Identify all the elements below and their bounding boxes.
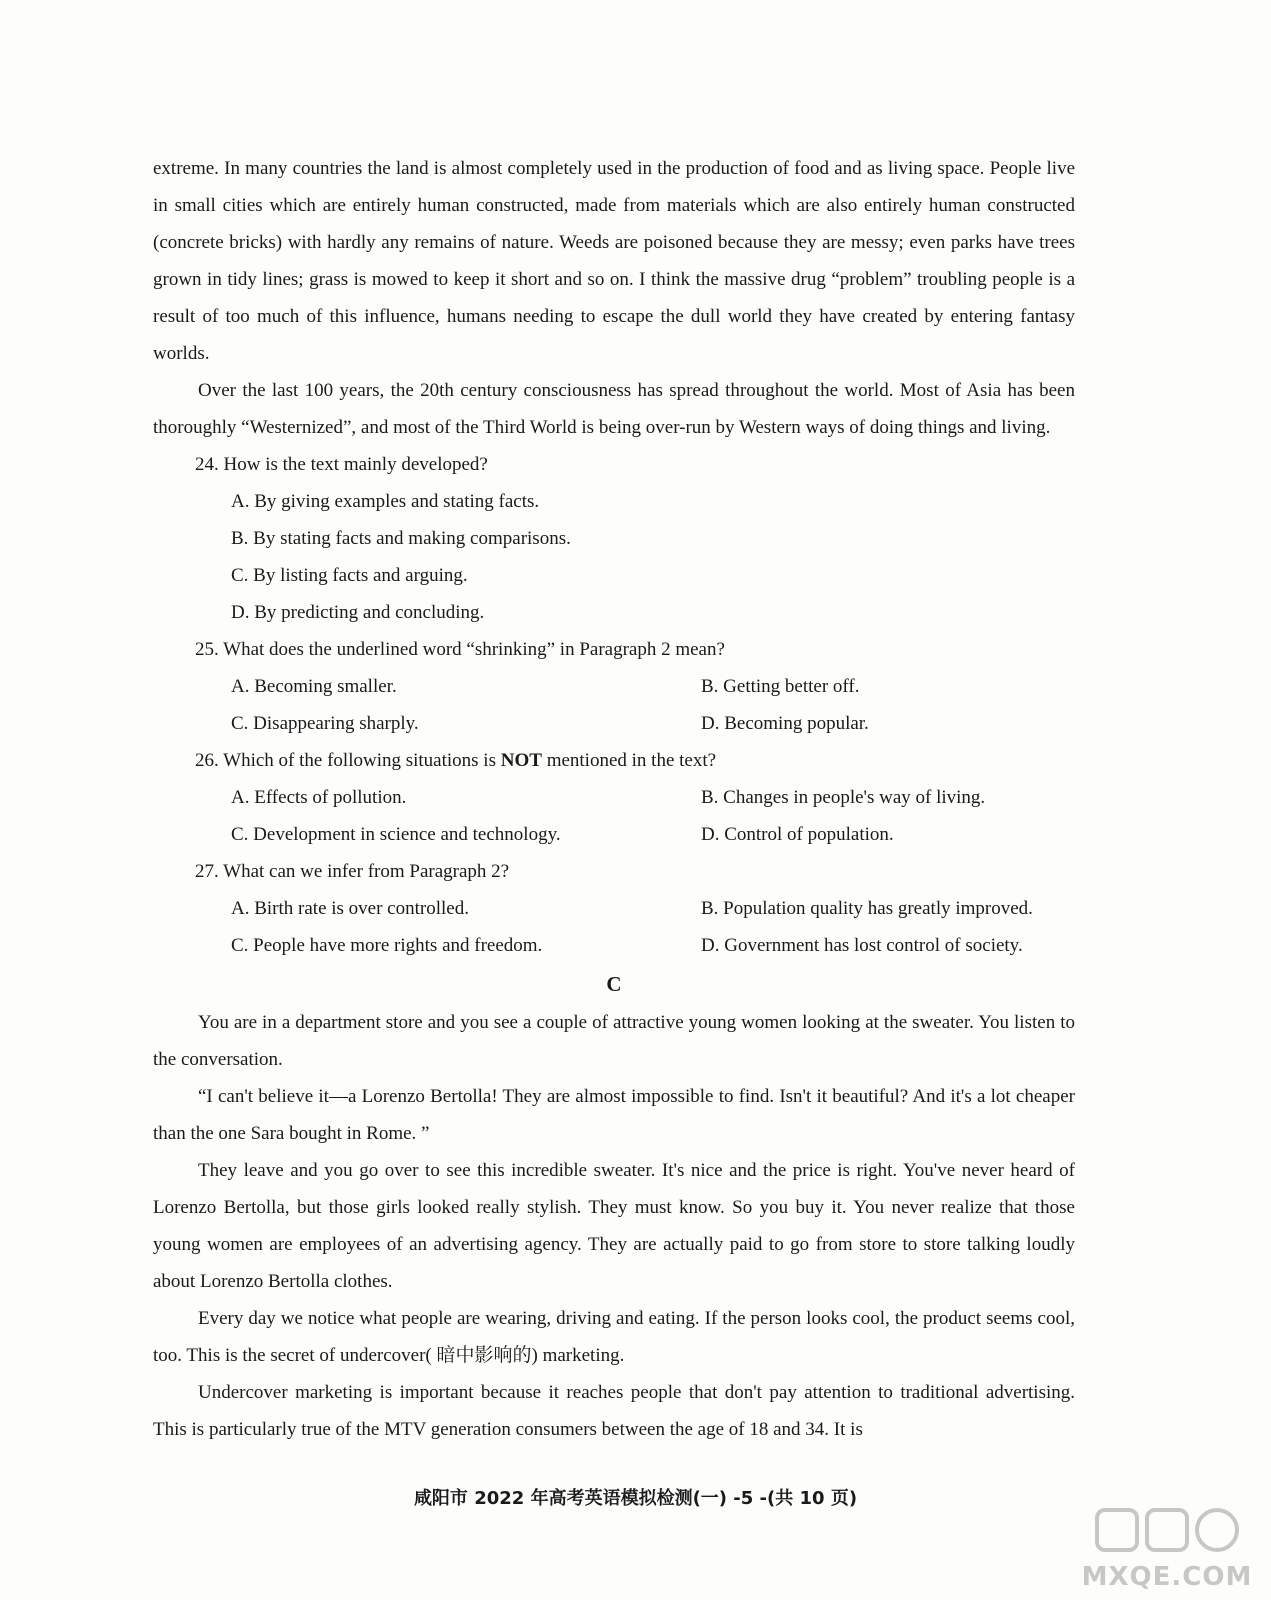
exam-page	[153, 150, 1075, 1448]
option: C. Disappearing sharply.	[231, 713, 419, 734]
passage-paragraph: Undercover marketing is important because it reaches people that don't pay attention to traditional advertising. This is particularly true of the MTV generation consumers between the age of 18 and 34. It is	[153, 1382, 1075, 1440]
option: D. By predicting and concluding.	[231, 602, 485, 623]
option: A. By giving examples and stating facts.	[231, 491, 540, 512]
question-26-stem	[153, 742, 1075, 779]
question-26-options	[153, 779, 1075, 853]
question-27-options	[153, 890, 1075, 964]
passage-paragraph: They leave and you go over to see this incredible sweater. It's nice and the price is right. You've never heard of Lorenzo Bertolla, but those girls looked really stylish. They must know. So you buy it. You never realize that those young women are employees of an advertising agency. They are actually paid to go from store to store talking loudly about Lorenzo Bertolla clothes.	[153, 1160, 1075, 1292]
option: B. By stating facts and making comparisons.	[231, 528, 571, 549]
option: C. By listing facts and arguing.	[231, 565, 468, 586]
question-25-stem: 25. What does the underlined word “shrinking” in Paragraph 2 mean?	[195, 639, 725, 660]
watermark-logo	[1077, 1504, 1257, 1592]
page-footer: 咸阳市 2022 年高考英语模拟检测(一) -5 -(共 10 页)	[413, 1488, 858, 1509]
option: A. Birth rate is over controlled.	[231, 898, 469, 919]
option: D. Becoming popular.	[701, 713, 869, 734]
passage-paragraph: “I can't believe it—a Lorenzo Bertolla! They are almost impossible to find. Isn't it beautiful? And it's a lot cheaper than the one Sara bought in Rome. ”	[153, 1086, 1075, 1144]
stem-emphasis: NOT	[500, 750, 542, 771]
option: B. Population quality has greatly improved.	[701, 898, 1033, 919]
section-heading-c: C	[606, 972, 622, 996]
passage-paragraph: extreme. In many countries the land is almost completely used in the production of food and as living space. People live in small cities which are entirely human constructed, made from materials which are also entirely human constructed (concrete bricks) with hardly any remains of nature. Weeds are poisoned because they are messy; even parks have trees grown in tidy lines; grass is mowed to keep it short and so on. I think the massive drug “problem” troubling people is a result of too much of this influence, humans needing to escape the dull world they have created by entering fantasy worlds.	[153, 158, 1075, 364]
question-24-stem: 24. How is the text mainly developed?	[195, 454, 488, 475]
option: B. Changes in people's way of living.	[701, 787, 986, 808]
question-25-options	[153, 668, 1075, 742]
question-27-stem: 27. What can we infer from Paragraph 2?	[195, 861, 510, 882]
stem-text: 26. Which of the following situations is	[195, 750, 501, 771]
watermark-text: MXQE.COM	[1081, 1562, 1253, 1592]
stem-text: mentioned in the text?	[541, 750, 717, 771]
option: D. Government has lost control of society.	[701, 935, 1023, 956]
option: C. People have more rights and freedom.	[231, 935, 543, 956]
passage-paragraph: Over the last 100 years, the 20th century consciousness has spread throughout the world. Most of Asia has been thoroughly “Westernized”, and most of the Third World is being over-run by Western ways of doing things and living.	[153, 380, 1075, 438]
option: C. Development in science and technology.	[231, 824, 561, 845]
passage-paragraph: You are in a department store and you see a couple of attractive young women looking at the sweater. You listen to the conversation.	[153, 1012, 1075, 1070]
option: B. Getting better off.	[701, 676, 860, 697]
option: D. Control of population.	[701, 824, 894, 845]
option: A. Becoming smaller.	[231, 676, 397, 697]
option: A. Effects of pollution.	[231, 787, 407, 808]
watermark-seal-icon	[1077, 1504, 1257, 1564]
passage-paragraph: Every day we notice what people are wearing, driving and eating. If the person looks cool, the product seems cool, too. This is the secret of undercover( 暗中影响的) marketing.	[153, 1308, 1075, 1366]
question-24-options	[153, 483, 1075, 631]
